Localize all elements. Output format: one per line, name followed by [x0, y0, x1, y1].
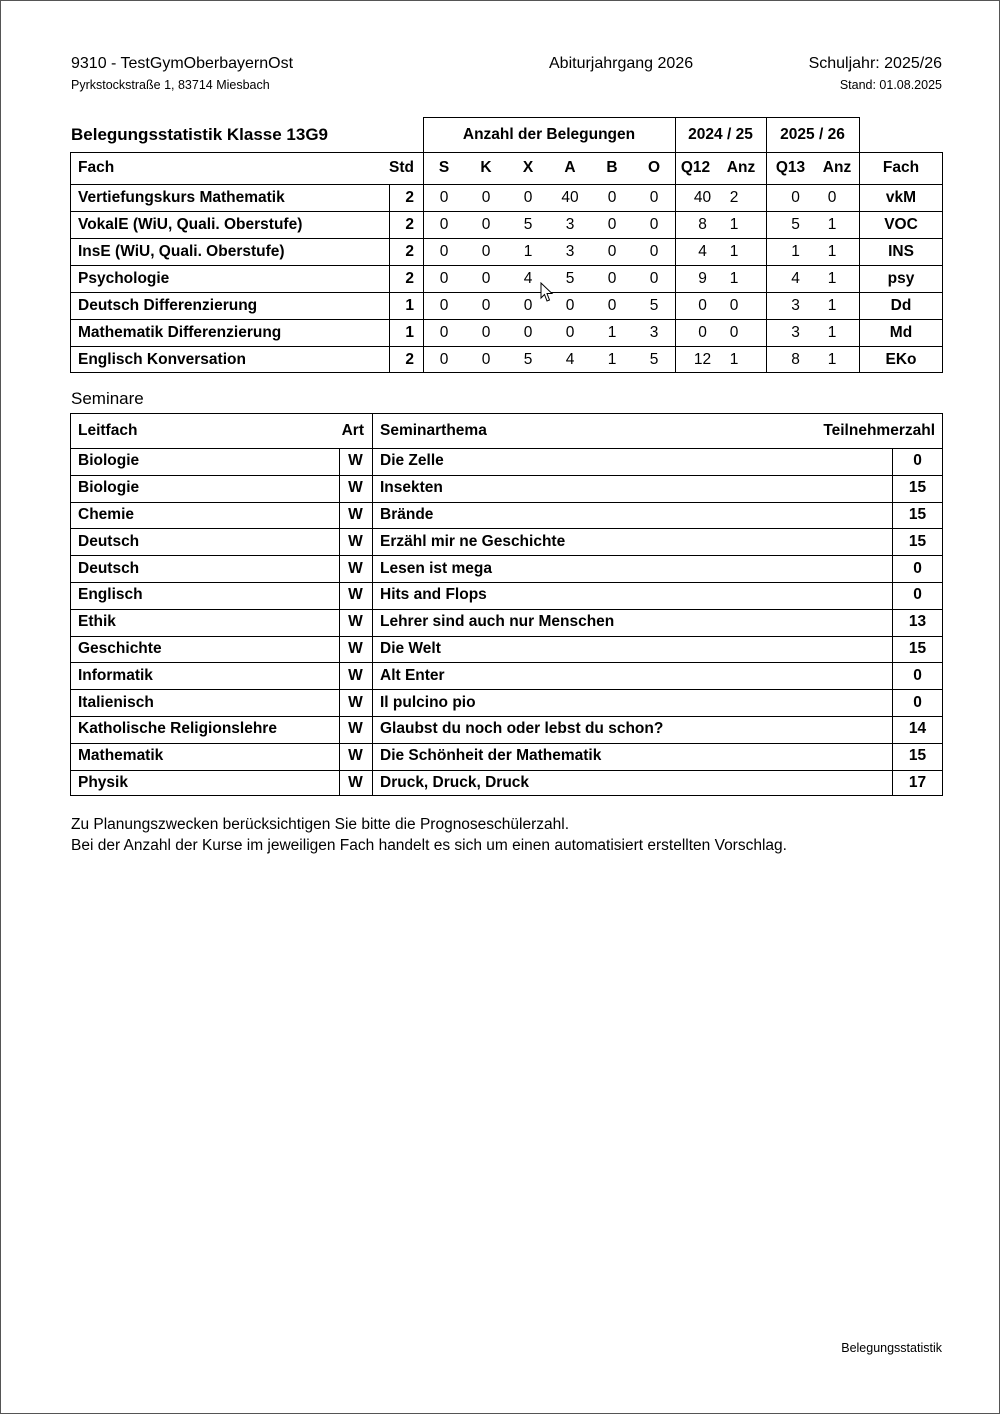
belegung-cell-q13: 3 [791, 323, 800, 341]
seminar-thema: Druck, Druck, Druck [380, 773, 530, 791]
belegung-cell-q13: 8 [791, 350, 800, 368]
header-top-rule [70, 152, 943, 153]
seminar-right-rule [942, 413, 943, 796]
belegung-cell-fach: Englisch Konversation [78, 350, 246, 368]
belegung-cell-k: 0 [481, 215, 491, 233]
seminar-art: W [348, 666, 363, 684]
seminare-table [70, 413, 943, 798]
seminar-row-rule [70, 770, 943, 771]
belegung-cell-x: 5 [523, 350, 533, 368]
belegung-cell-kurz: Md [889, 323, 913, 341]
belegung-cell-o: 0 [649, 215, 659, 233]
col-fach: Fach [78, 159, 115, 176]
stand-date: Stand: 01.08.2025 [839, 78, 942, 92]
belegung-cell-o: 0 [649, 188, 659, 206]
belegung-cell-s: 0 [439, 350, 449, 368]
belegung-cell-a: 3 [565, 242, 575, 260]
seminar-art: W [348, 639, 363, 657]
group-mid-rule [675, 117, 676, 152]
seminar-thema: Alt Enter [380, 666, 445, 684]
belegung-cell-q13: 0 [791, 188, 800, 206]
belegung-cell-x: 0 [523, 323, 533, 341]
seminar-art: W [348, 505, 363, 523]
belegung-cell-std: 2 [405, 215, 414, 233]
belegung-cell-fach: Mathematik Differenzierung [78, 323, 282, 341]
belegung-cell-k: 0 [481, 350, 491, 368]
seminar-top-rule [70, 413, 943, 414]
seminar-left-rule [70, 413, 71, 796]
seminar-art: W [348, 773, 363, 791]
note-vorschlag: Bei der Anzahl der Kurse im jeweiligen Fach handelt es sich um einen automatisiert erstellten Vorschlag. [71, 837, 787, 854]
seminare-title: Seminare [71, 389, 144, 408]
belegung-cell-anz12: 2 [729, 188, 739, 206]
belegung-cell-b: 0 [607, 215, 617, 233]
seminar-thema: Die Welt [380, 639, 441, 657]
seminar-teilnehmerzahl: 14 [908, 720, 927, 738]
note-planung: Zu Planungszwecken berücksichtigen Sie bitte die Prognoseschülerzahl. [71, 816, 570, 833]
belegung-cell-b: 1 [607, 323, 617, 341]
seminar-teilnehmerzahl: 0 [913, 666, 922, 684]
seminar-row-rule [70, 636, 943, 637]
belegung-cell-b: 0 [607, 188, 617, 206]
seminar-teilnehmerzahl: 15 [908, 639, 927, 657]
row-rule [70, 238, 943, 239]
header-bottom-rule [70, 184, 943, 185]
col-anz-13: Anz [822, 159, 852, 176]
seminar-teilnehmerzahl: 15 [908, 505, 927, 523]
belegung-cell-std: 1 [405, 323, 414, 341]
group-left-rule [423, 117, 424, 152]
seminar-teilnehmerzahl: 15 [908, 532, 927, 550]
belegung-cell-o: 3 [649, 323, 659, 341]
seminar-row-rule [70, 555, 943, 556]
belegung-cell-std: 2 [405, 242, 414, 260]
belegung-cell-q12: 8 [698, 215, 707, 233]
right-rule [942, 152, 943, 373]
col-b: B [606, 159, 618, 176]
seminar-thema: Erzähl mir ne Geschichte [380, 532, 566, 550]
schuljahr: Schuljahr: 2025/26 [808, 55, 942, 72]
row-rule [70, 292, 943, 293]
group-2024-25: 2024 / 25 [688, 125, 753, 143]
belegung-cell-kurz: psy [887, 269, 915, 287]
seminar-leitfach: Englisch [78, 586, 143, 604]
belegung-cell-b: 0 [607, 242, 617, 260]
belegung-cell-q13: 1 [791, 242, 800, 260]
seminar-leitfach: Chemie [78, 505, 134, 523]
col-q12: Q12 [680, 159, 711, 176]
belegung-title: Belegungsstatistik Klasse 13G9 [71, 124, 329, 144]
belegung-cell-o: 0 [649, 242, 659, 260]
school-name: 9310 - TestGymOberbayernOst [71, 55, 294, 72]
seminar-row-rule [70, 609, 943, 610]
seminar-row-rule [70, 502, 943, 503]
seminar-leitfach: Informatik [78, 666, 153, 684]
row-rule [70, 346, 943, 347]
seminar-tn-rule [892, 448, 893, 796]
belegung-cell-q12: 0 [698, 296, 707, 314]
mouse-pointer-icon [540, 282, 554, 304]
s-left-rule [423, 152, 424, 373]
belegung-cell-q13: 3 [791, 296, 800, 314]
seminar-bottom-rule [70, 795, 943, 796]
group-mid-rule-2 [766, 117, 767, 152]
belegung-cell-q12: 4 [698, 242, 707, 260]
seminar-leitfach: Ethik [78, 613, 116, 631]
seminar-teilnehmerzahl: 0 [913, 693, 922, 711]
seminar-thema: Lesen ist mega [380, 559, 492, 577]
belegung-cell-a: 40 [561, 188, 579, 206]
belegung-cell-anz13: 1 [827, 296, 837, 314]
seminar-row-rule [70, 582, 943, 583]
belegung-cell-anz12: 0 [729, 296, 739, 314]
belegung-cell-s: 0 [439, 188, 449, 206]
left-rule [70, 152, 71, 373]
seminar-thema: Insekten [380, 479, 443, 497]
belegung-cell-s: 0 [439, 242, 449, 260]
belegung-cell-k: 0 [481, 269, 491, 287]
group-anzahl-belegungen: Anzahl der Belegungen [462, 125, 636, 143]
seminar-leitfach: Geschichte [78, 639, 162, 657]
belegung-cell-fach: VokalE (WiU, Quali. Oberstufe) [78, 215, 303, 233]
seminar-art: W [348, 532, 363, 550]
belegung-cell-anz12: 1 [729, 350, 739, 368]
seminar-thema: Il pulcino pio [380, 693, 476, 711]
seminar-leitfach: Biologie [78, 452, 140, 470]
belegung-cell-kurz: EKo [885, 350, 917, 368]
seminar-leitfach: Katholische Religionslehre [78, 720, 277, 738]
belegung-cell-b: 0 [607, 296, 617, 314]
belegung-cell-anz13: 1 [827, 350, 837, 368]
belegung-cell-std: 2 [405, 269, 414, 287]
seminar-row-rule [70, 528, 943, 529]
seminar-art: W [348, 452, 363, 470]
belegung-cell-o: 5 [649, 296, 659, 314]
page-footer: Belegungsstatistik [841, 1341, 942, 1355]
belegung-cell-x: 1 [523, 242, 533, 260]
belegung-cell-q12: 0 [698, 323, 707, 341]
belegung-cell-k: 0 [481, 296, 491, 314]
seminar-leitfach: Physik [78, 773, 128, 791]
seminar-teilnehmerzahl: 17 [908, 773, 927, 791]
seminar-thema-rule [372, 413, 373, 796]
col-fach-kurz: Fach [882, 159, 920, 176]
belegung-cell-s: 0 [439, 323, 449, 341]
seminar-teilnehmerzahl: 0 [913, 452, 922, 470]
belegung-cell-k: 0 [481, 188, 491, 206]
belegung-cell-b: 1 [607, 350, 617, 368]
group-top-rule [423, 117, 859, 118]
belegung-cell-x: 0 [523, 188, 533, 206]
seminar-row-rule [70, 662, 943, 663]
belegung-cell-q12: 9 [698, 269, 707, 287]
seminar-row-rule [70, 475, 943, 476]
belegung-cell-anz12: 1 [729, 242, 739, 260]
seminar-row-rule [70, 716, 943, 717]
seminar-teilnehmerzahl: 0 [913, 559, 922, 577]
belegung-cell-anz12: 0 [729, 323, 739, 341]
col-seminarthema: Seminarthema [380, 421, 487, 439]
belegung-cell-o: 5 [649, 350, 659, 368]
seminar-leitfach: Deutsch [78, 532, 140, 550]
belegung-cell-a: 3 [565, 215, 575, 233]
belegung-cell-anz13: 1 [827, 323, 837, 341]
abitur-jahrgang: Abiturjahrgang 2026 [549, 55, 694, 72]
std-left-rule [389, 184, 390, 373]
belegung-cell-b: 0 [607, 269, 617, 287]
seminar-leitfach: Mathematik [78, 747, 164, 765]
belegung-cell-fach: Deutsch Differenzierung [78, 296, 258, 314]
belegung-table [70, 117, 943, 373]
seminar-art: W [348, 559, 363, 577]
belegung-cell-q12: 40 [693, 188, 712, 206]
row-rule [70, 211, 943, 212]
belegung-cell-std: 1 [405, 296, 414, 314]
group-right-rule [859, 117, 860, 152]
belegung-cell-k: 0 [481, 242, 491, 260]
belegung-cell-fach: InsE (WiU, Quali. Oberstufe) [78, 242, 285, 260]
belegung-cell-q13: 4 [791, 269, 800, 287]
belegung-cell-s: 0 [439, 296, 449, 314]
seminar-art-rule [339, 448, 340, 796]
col-std: Std [389, 159, 414, 176]
seminar-leitfach: Italienisch [78, 693, 154, 711]
belegung-cell-std: 2 [405, 188, 414, 206]
belegung-cell-anz12: 1 [729, 215, 739, 233]
seminar-teilnehmerzahl: 15 [908, 479, 927, 497]
seminar-art: W [348, 613, 363, 631]
belegung-cell-std: 2 [405, 350, 414, 368]
col-k: K [480, 159, 492, 176]
belegung-cell-anz13: 0 [827, 188, 837, 206]
col-teilnehmerzahl: Teilnehmerzahl [823, 421, 935, 439]
belegung-cell-a: 4 [565, 350, 575, 368]
belegung-cell-anz13: 1 [827, 242, 837, 260]
belegung-cell-kurz: VOC [884, 215, 918, 233]
seminar-thema: Hits and Flops [380, 586, 487, 604]
seminar-teilnehmerzahl: 15 [908, 747, 927, 765]
belegung-cell-a: 0 [565, 296, 575, 314]
seminar-teilnehmerzahl: 13 [908, 613, 927, 631]
seminar-row-rule [70, 743, 943, 744]
belegung-cell-anz12: 1 [729, 269, 739, 287]
col-anz-12: Anz [726, 159, 756, 176]
seminar-art: W [348, 693, 363, 711]
q13-left-rule [766, 152, 767, 373]
seminar-art: W [348, 586, 363, 604]
belegung-cell-x: 5 [523, 215, 533, 233]
seminar-leitfach: Deutsch [78, 559, 140, 577]
seminar-thema: Glaubst du noch oder lebst du schon? [380, 720, 664, 738]
col-o: O [647, 159, 661, 176]
belegung-cell-kurz: INS [888, 242, 914, 260]
col-x: X [522, 159, 534, 176]
belegung-cell-kurz: Dd [890, 296, 912, 314]
belegung-cell-fach: Psychologie [78, 269, 170, 287]
belegung-cell-o: 0 [649, 269, 659, 287]
row-rule [70, 265, 943, 266]
seminar-thema: Die Schönheit der Mathematik [380, 747, 602, 765]
kurz-left-rule [859, 152, 860, 373]
belegung-cell-s: 0 [439, 269, 449, 287]
belegung-cell-a: 5 [565, 269, 575, 287]
seminar-thema: Brände [380, 505, 434, 523]
belegung-cell-kurz: vkM [885, 188, 917, 206]
col-art: Art [341, 421, 364, 439]
seminar-teilnehmerzahl: 0 [913, 586, 922, 604]
col-leitfach: Leitfach [78, 421, 138, 439]
belegung-cell-x: 0 [523, 296, 533, 314]
belegung-cell-x: 4 [523, 269, 533, 287]
q12-left-rule [675, 152, 676, 373]
seminar-header-rule [70, 448, 943, 449]
seminar-thema: Die Zelle [380, 452, 444, 470]
col-q13: Q13 [775, 159, 806, 176]
belegung-cell-anz13: 1 [827, 215, 837, 233]
school-address: Pyrkstockstraße 1, 83714 Miesbach [71, 78, 270, 92]
table-bottom-rule [70, 372, 943, 373]
belegung-cell-s: 0 [439, 215, 449, 233]
belegung-cell-fach: Vertiefungskurs Mathematik [78, 188, 285, 206]
seminar-thema: Lehrer sind auch nur Menschen [380, 613, 615, 631]
row-rule [70, 319, 943, 320]
group-2025-26: 2025 / 26 [780, 125, 845, 143]
belegung-cell-q12: 12 [693, 350, 712, 368]
seminar-art: W [348, 747, 363, 765]
belegung-cell-q13: 5 [791, 215, 800, 233]
col-s: S [438, 159, 450, 176]
seminar-row-rule [70, 689, 943, 690]
seminar-leitfach: Biologie [78, 479, 140, 497]
seminar-art: W [348, 720, 363, 738]
seminar-art: W [348, 479, 363, 497]
belegung-cell-k: 0 [481, 323, 491, 341]
belegung-cell-anz13: 1 [827, 269, 837, 287]
belegung-cell-a: 0 [565, 323, 575, 341]
col-a: A [564, 159, 576, 176]
